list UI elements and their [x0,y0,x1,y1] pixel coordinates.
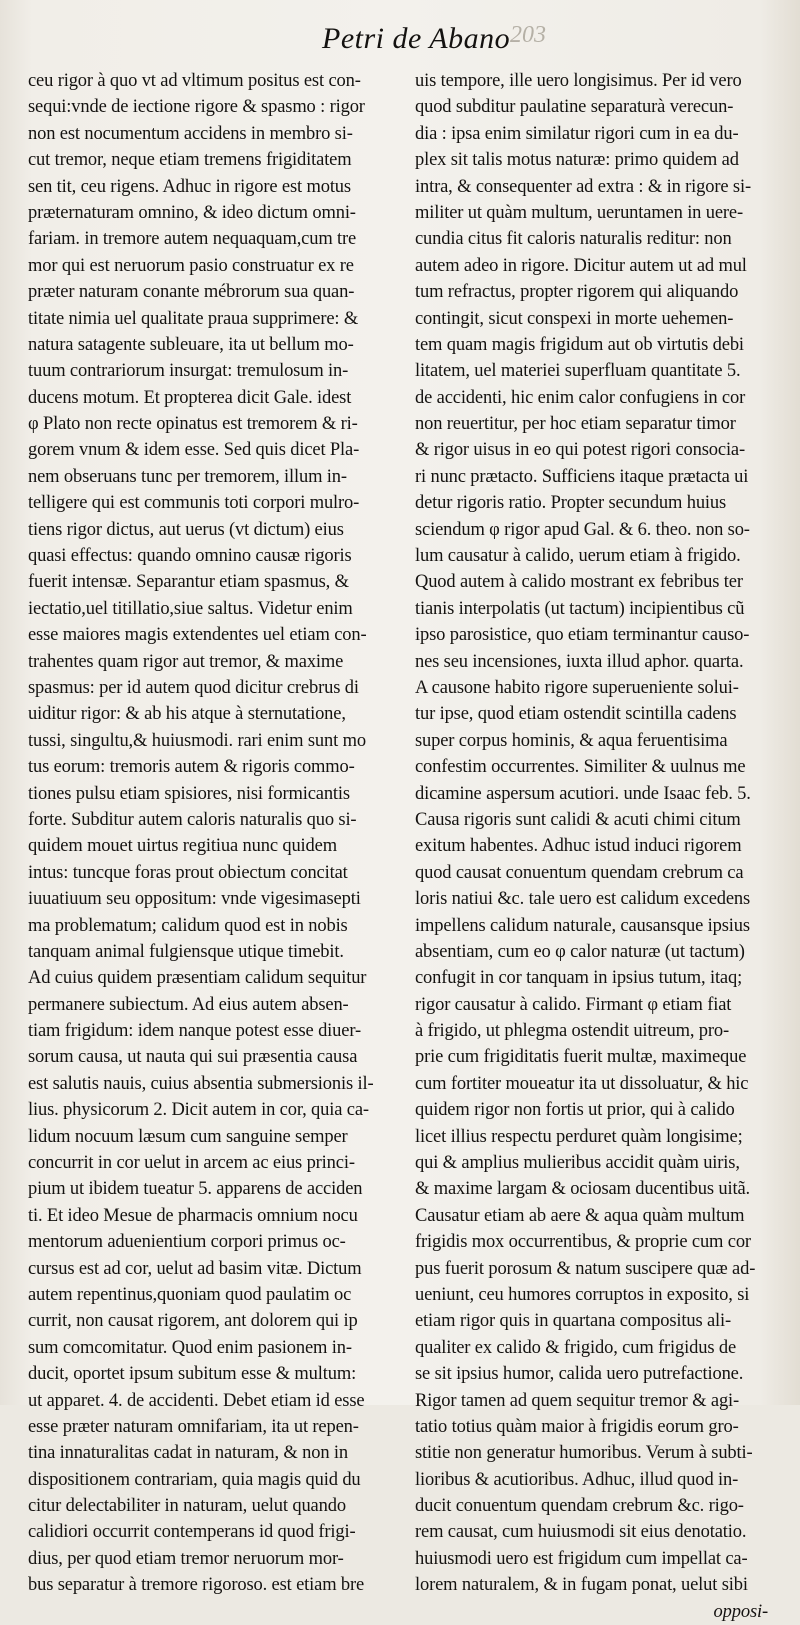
text-line: sen tit, ceu rigens. Adhuc in rigore est motus [28,176,351,197]
text-line: litatem, uel materiei superfluam quantitate 5. [415,361,741,382]
text-line: detur rigoris ratio. Propter secundum huius [415,493,727,514]
text-line: ri nunc prætacto. Sufficiens itaque prætacta ui [415,466,749,487]
text-line: autem adeo in rigore. Dicitur autem ut ad mul [415,255,747,276]
text-line: Causa rigoris sunt calidi & acuti chimi citum [415,809,741,830]
text-line: intus: tuncque foras prout obiectum concitat [28,862,348,883]
text-line: non reuertitur, per hoc etiam separatur timor [415,414,736,435]
text-line: ut apparet. 4. de accidenti. Debet etiam id esse [28,1390,365,1411]
text-line: concurrit in cor uelut in arcem ac eius princi- [28,1153,355,1174]
text-line: lius. physicorum 2. Dicit autem in cor, quia ca- [28,1100,369,1121]
text-line: & maxime largam & ociosam ducentibus uitã. [415,1179,751,1200]
text-line: confestim occurrentes. Similiter & uulnus me [415,757,746,778]
text-line: tur ipse, quod etiam ostendit scintilla cadens [415,704,737,725]
text-line: quidem mouet uirtus regitiua nunc quidem [28,836,337,857]
text-line: dicamine aspersum acutiori. unde Isaac feb. 5. [415,783,751,804]
text-line: lidum nocuum læsum cum sanguine semper [28,1126,348,1147]
text-line: Causatur etiam ab aere & aqua quàm multum [415,1205,745,1226]
text-line: ueniunt, ceu humores corruptos in exposito, si [415,1284,750,1305]
text-line: sequi:vnde de iectione rigore & spasmo : rigor [28,97,365,118]
text-line: A causone habito rigore superueniente solui- [415,677,739,698]
text-line: tina innaturalitas cadat in naturam, & non in [28,1443,348,1464]
text-line: est salutis nauis, cuius absentia submersionis il- [28,1073,374,1094]
text-line: autem repentinus,quoniam quod paulatim oc [28,1284,352,1305]
text-line: huiusmodi uero est frigidum cum impellat ca- [415,1548,748,1569]
text-line: exitum habentes. Adhuc istud induci rigorem [415,836,742,857]
text-line: sum comcomitatur. Quod enim pasionem in- [28,1337,352,1358]
text-line: militer ut quàm multum, ueruntamen in uere- [415,202,744,223]
text-line: sciendum φ rigor apud Gal. & 6. theo. non so- [415,519,750,540]
text-line: sorum causa, ut nauta qui sui præsentia causa [28,1047,358,1068]
text-line: ti. Et ideo Mesue de pharmacis omnium nocu [28,1205,358,1226]
text-line: loris natiui &c. tale uero est calidum excedens [415,889,751,910]
text-line: cursus est ad cor, uelut ad basim vitæ. Dictum [28,1258,362,1279]
text-column-left [28,68,405,1599]
text-line: tiam frigidum: idem nanque potest esse diuer- [28,1021,361,1042]
text-line: rigor causatur à calido. Firmant φ etiam fiat [415,994,732,1015]
text-line: quod causat conuentum quendam crebrum ca [415,862,744,883]
text-line: gorem vnum & idem esse. Sed quis dicet Pla- [28,440,360,461]
text-line: pus fuerit porosum & natum suscipere quæ ad- [415,1258,756,1279]
text-line: ducit conuentum quendam crebrum &c. rigo- [415,1496,744,1517]
text-line: citur delectabiliter in naturam, uelut quando [28,1496,346,1517]
text-line: ceu rigor à quo vt ad vltimum positus est con- [28,71,361,91]
text-line: stitie non generatur humoribus. Verum à subti- [415,1443,753,1464]
text-line: confugit in cor tanquam in ipsius tutum, itaq; [415,968,743,989]
text-line: tuum contrariorum insurgat: tremulosum in- [28,361,349,382]
text-line: præternaturam omnino, & ideo dictum omni- [28,202,356,223]
text-line: spasmus: per id autem quod dicitur crebrus di [28,677,359,698]
text-line: quasi effectus: quando omnino causæ rigoris [28,546,352,567]
text-line: quidem rigor non fortis ut prior, qui à calido [415,1100,735,1121]
text-line: dius, per quod etiam tremor neruorum mor- [28,1548,344,1569]
text-line: dispositionem contrariam, quia magis quid du [28,1469,361,1490]
text-line: ducens motum. Et propterea dicit Gale. idest [28,387,352,408]
text-line: lorem naturalem, & in fugam ponat, uelut sibi [415,1575,748,1596]
text-line: tiens rigor dictus, aut uerus (vt dictum) eius [28,519,344,540]
text-line: titate nimia uel qualitate praua supprimere: & [28,308,359,329]
text-line: Quod autem à calido mostrant ex febribus ter [415,572,743,593]
text-line: tanquam animal fulgiensque utique timebit. [28,941,344,962]
text-line: calidiori occurrit contemperans id quod frigi- [28,1522,356,1543]
text-line: tatio totius quàm maior à frigidis eorum gro- [415,1416,739,1437]
text-line: mentorum aduenientium corpori primus oc- [28,1232,346,1253]
text-line: uiditur rigor: & ab his atque à sternutatione, [28,704,346,725]
text-line: à frigido, ut phlegma ostendit uitreum, pro- [415,1021,729,1042]
text-line: licet illius respectu perduret quàm longisime; [415,1126,743,1147]
text-line: prie cum frigiditatis fuerit multæ, maximeque [415,1047,747,1068]
text-line: iectatio,uel titillatio,siue saltus. Videtur enim [28,598,353,619]
text-line: super corpus hominis, & aqua feruentisima [415,730,728,751]
text-line: fariam. in tremore autem nequaquam,cum tre [28,229,357,250]
text-line: tianis interpolatis (ut tactum) incipientibus cũ [415,598,745,619]
text-line: cum fortiter moueatur ita ut dissoluatur, & hic [415,1073,749,1094]
text-line: tus eorum: tremoris autem & rigoris commo- [28,757,355,778]
text-line: Rigor tamen ad quem sequitur tremor & agi- [415,1390,740,1411]
text-line: tem quam magis frigidum aut ob virtutis debi [415,334,744,355]
text-line: ipso parosistice, quo etiam terminantur causo- [415,625,750,646]
text-line: esse præter naturam omnifariam, ita ut repen- [28,1416,359,1437]
text-line: lioribus & acutioribus. Adhuc, illud quod in- [415,1469,739,1490]
catchword: opposi- [713,1601,768,1622]
running-title: Petri de Abano [322,22,511,55]
text-line: impellens calidum naturale, causansque ipsius [415,915,750,936]
text-line: tum refractus, propter rigorem qui aliquando [415,282,739,303]
text-line: iuuatiuum seu oppositum: vnde vigesimasepti [28,889,361,910]
text-line: forte. Subditur autem caloris naturalis quo si- [28,809,357,830]
folio-number: 203 [510,22,546,48]
text-line: permanere subiectum. Ad eius autem absen- [28,994,349,1015]
text-line: & rigor uisus in eo qui potest rigori consocia- [415,440,746,461]
text-line: bus separatur à tremore rigoroso. est etiam bre [28,1575,365,1596]
text-line: tiones pulsu etiam spisiores, nisi formicantis [28,783,350,804]
text-line: nes seu incensiones, iuxta illud aphor. quarta. [415,651,744,672]
text-line: præter naturam conante mébrorum sua quan- [28,282,355,303]
text-line: telligere qui est communis toti corpori mulro- [28,493,360,514]
text-line: non est nocumentum accidens in membro si- [28,123,353,144]
text-line: cut tremor, neque etiam tremens frigiditatem [28,150,352,171]
text-line: pium ut ibidem tueatur 5. apparens de acciden [28,1179,363,1200]
text-line: se sit ipsius humor, calida uero putrefactione. [415,1364,744,1385]
text-column-right [415,68,772,1625]
text-line: tussi, singultu,& huiusmodi. rari enim sunt mo [28,730,366,751]
text-line: qualiter ex calido & frigido, cum frigidus de [415,1337,737,1358]
text-line: dia : ipsa enim similatur rigori cum in ea du- [415,123,739,144]
text-line: lum causatur à calido, uerum etiam à frigido. [415,546,741,567]
text-line: nem obseruans tunc per tremorem, illum in- [28,466,347,487]
text-line: rem causat, cum huiusmodi sit eius denotatio. [415,1522,747,1543]
text-line: cundia citus fit caloris naturalis reditur: non [415,229,732,250]
text-line: trahentes quam rigor aut tremor, & maxime [28,651,344,672]
text-line: contingit, sicut conspexi in morte uehemen- [415,308,734,329]
text-line: intra, & consequenter ad extra : & in rigore si- [415,176,751,197]
text-line: φ Plato non recte opinatus est tremorem & ri- [28,414,358,435]
text-line: natura satagente subleuare, ita ut bellum mo- [28,334,354,355]
text-line: quod subditur paulatine separaturà verecun- [415,97,734,118]
text-line: mor qui est neruorum pasio construatur ex re [28,255,354,276]
text-line: uis tempore, ille uero longisimus. Per id vero [415,71,742,91]
text-line: esse maiores magis extendentes uel etiam con- [28,625,367,646]
text-line: frigidis mox occurrentibus, & proprie cum cor [415,1232,751,1253]
text-line: currit, non causat rigorem, ant dolorem qui ip [28,1311,358,1332]
text-line: fuerit intensæ. Separantur etiam spasmus, & [28,572,349,593]
text-line: plex sit talis motus naturæ: primo quidem ad [415,150,739,171]
page-header [300,14,760,64]
text-line: etiam rigor quis in quartana compositus ali- [415,1311,732,1332]
text-line: absentiam, cum eo φ calor naturæ (ut tactum) [415,941,745,962]
text-line: de accidenti, hic enim calor confugiens in cor [415,387,746,408]
text-line: qui & amplius mulieribus accidit quàm uiris, [415,1153,740,1174]
text-line: ducit, oportet ipsum subitum esse & multum: [28,1364,357,1385]
text-line: ma problematum; calidum quod est in nobis [28,915,348,936]
text-line: Ad cuius quidem præsentiam calidum sequitur [28,968,367,989]
